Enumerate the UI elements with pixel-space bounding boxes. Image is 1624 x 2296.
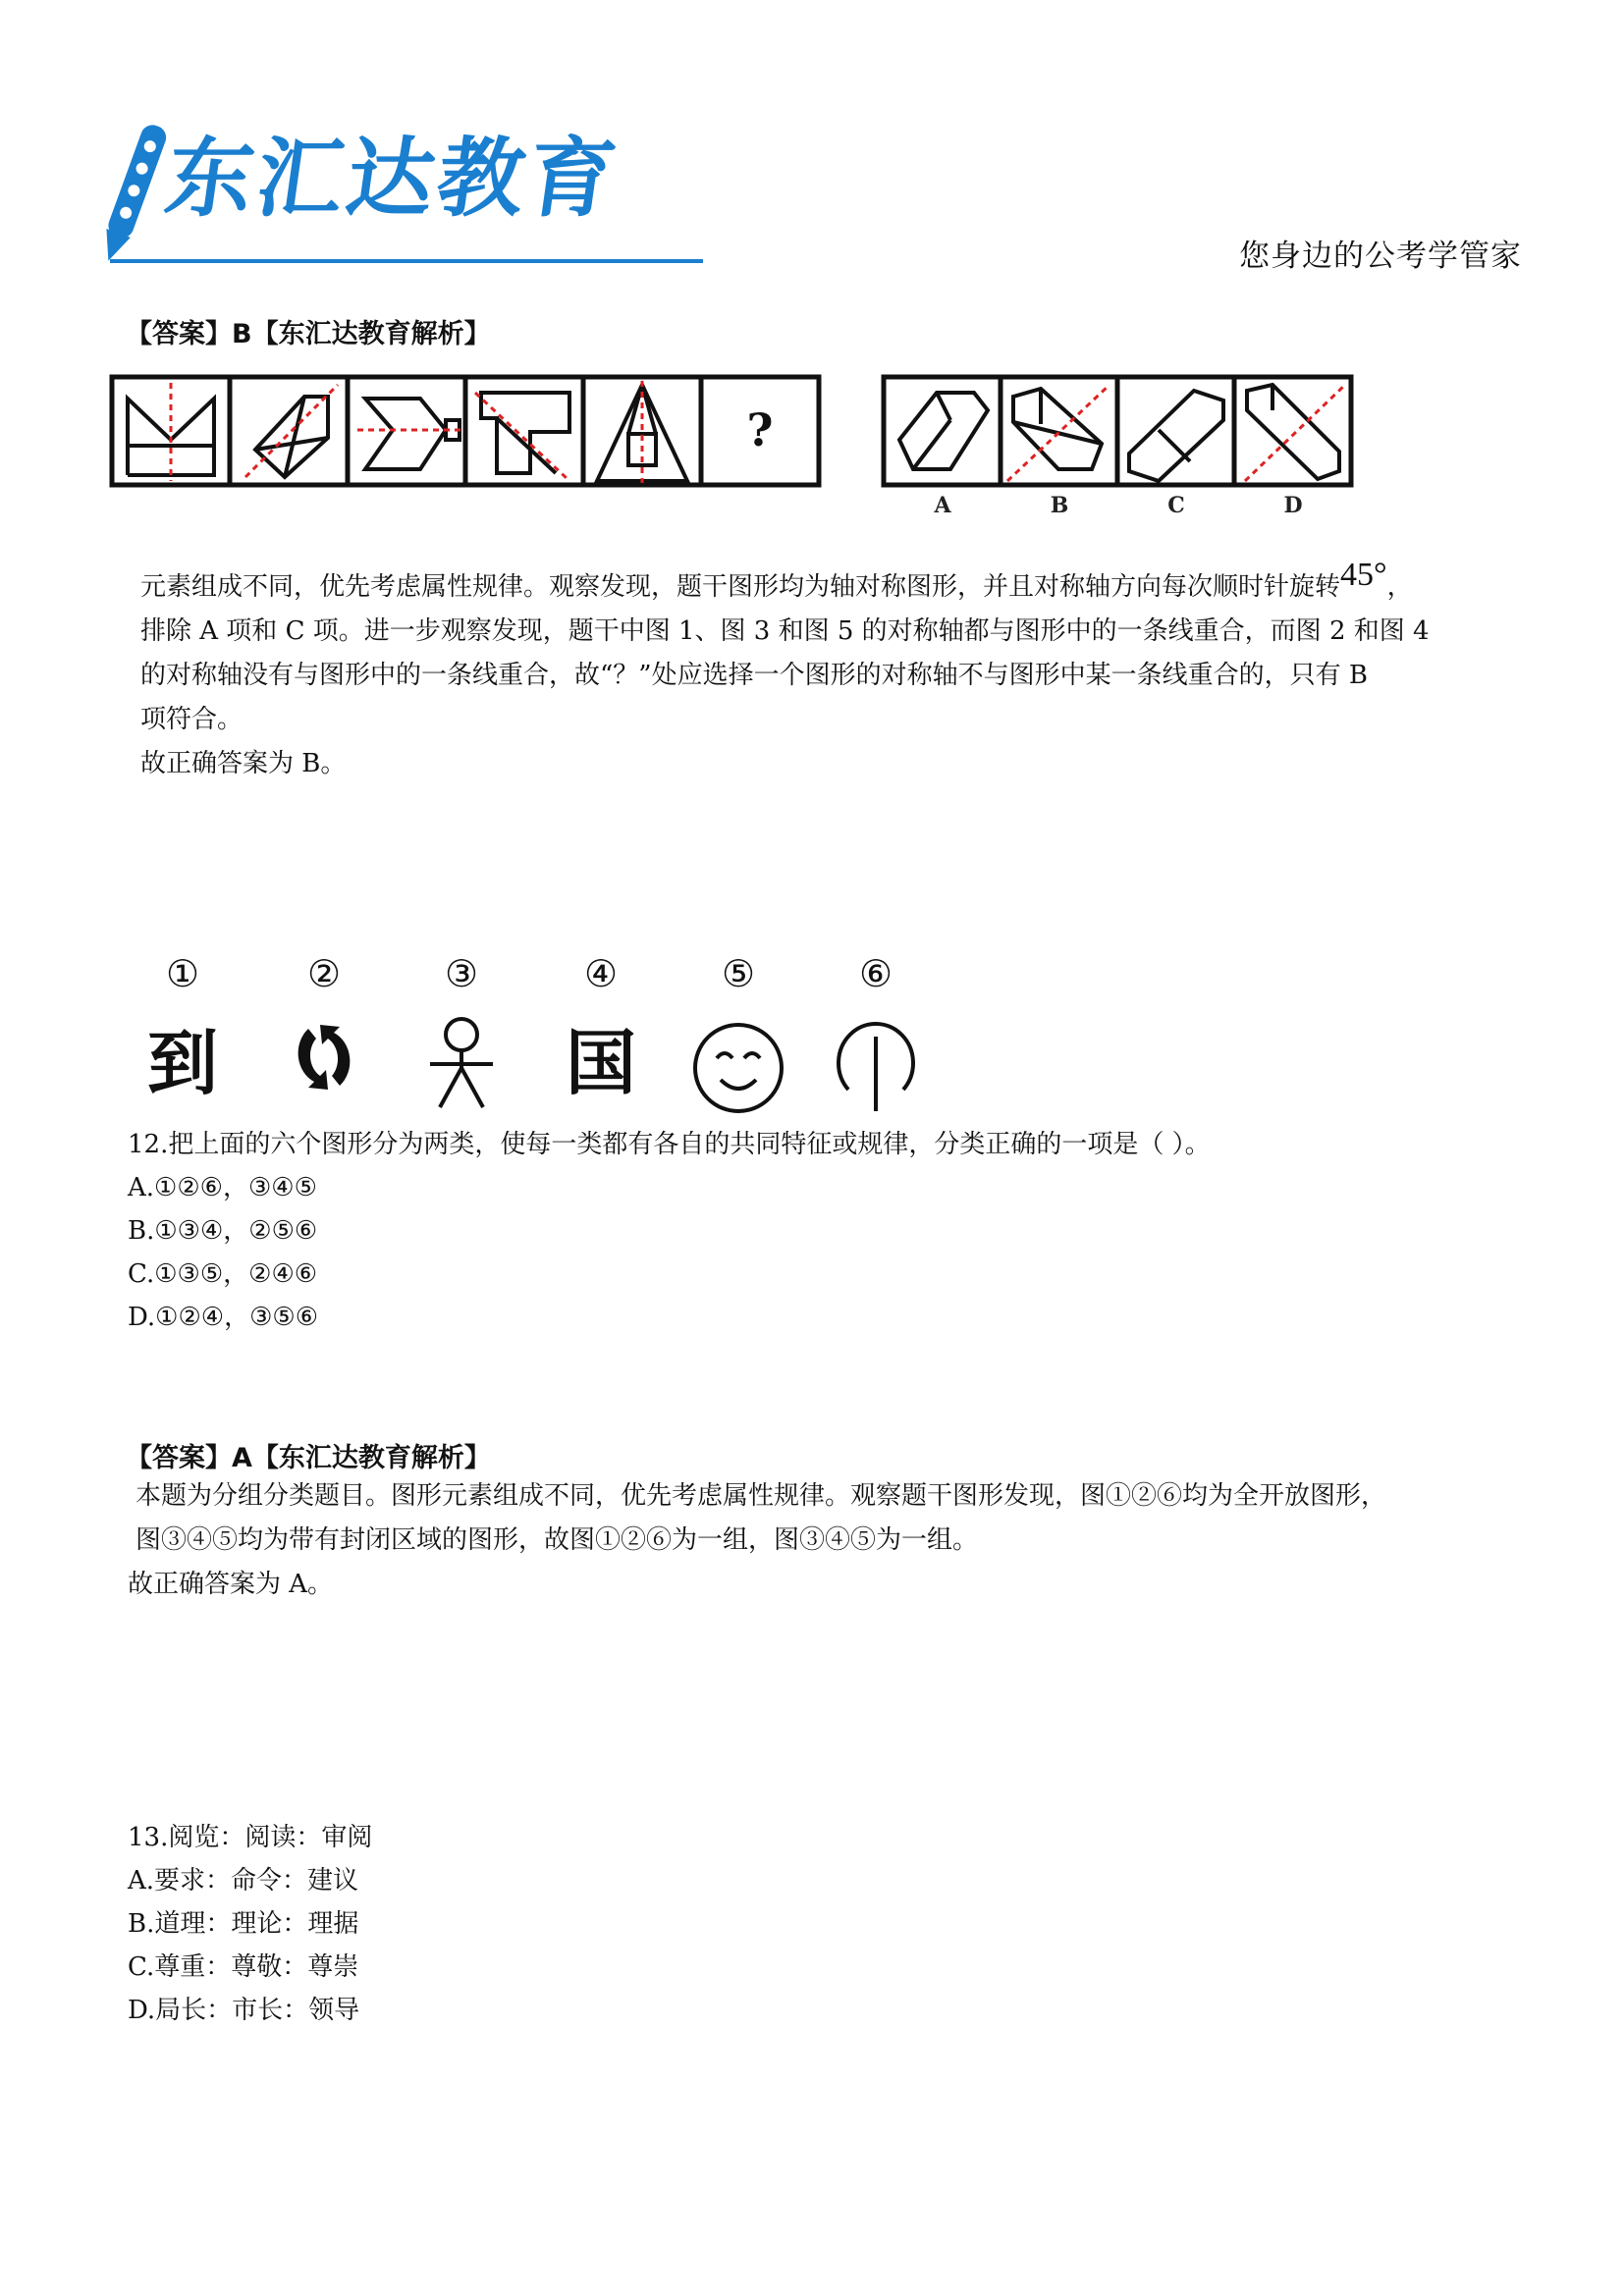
q12-explanation-line-2: 图③④⑤均为带有封闭区域的图形，故图①②⑥为一组，图③④⑤为一组。 — [135, 1525, 979, 1555]
pencil-logo-icon — [98, 116, 167, 273]
figure-5 — [597, 385, 687, 481]
brand-name: 东汇达教育 — [159, 128, 626, 229]
figure-number-3: ③ — [444, 952, 479, 995]
option-label-b: B — [1050, 493, 1069, 518]
q12-option-b: B.①③④，②⑤⑥ — [128, 1216, 318, 1246]
figure-4-char: 国 — [565, 1022, 637, 1104]
option-label-c: C — [1167, 493, 1185, 518]
slogan: 您身边的公考学管家 — [1239, 239, 1522, 274]
q12-option-c: C.①③⑤，②④⑥ — [128, 1259, 318, 1289]
circular-arrows-icon — [298, 1025, 351, 1090]
q12-explanation-line-1: 本题为分组分类题目。图形元素组成不同，优先考虑属性规律。观察题干图形发现，图①②⑥均为全开放图形， — [135, 1481, 1387, 1511]
q11-explanation-line-2: 排除 A 项和 C 项。进一步观察发现，题干中图 1、图 3 和图 5 的对称轴都与图形中的一条线重合，而图 2 和图 4 — [140, 616, 1430, 646]
question-mark: ? — [746, 403, 774, 456]
q12-stem: 12.把上面的六个图形分为两类，使每一类都有各自的共同特征或规律，分类正确的一项是（ ）。 — [128, 1130, 1211, 1159]
figure-number-4: ④ — [583, 952, 619, 995]
option-label-d: D — [1283, 493, 1303, 518]
q13-option-a: A.要求：命令：建议 — [128, 1866, 359, 1896]
figure-number-2: ② — [306, 952, 342, 995]
q11-explanation-line-4: 项符合。 — [140, 705, 244, 734]
q11-explanation: 元素组成不同，优先考虑属性规律。观察发现，题干图形均为轴对称图形，并且对称轴方向每次顺时针旋转45°， 排除 A 项和 C 项。进一步观察发现，题干中图 1、图 3 和图 5 的对称轴都与图形中的一条线重合，而图 2 和图 4 的对称轴没有与图形中的一条线重合，故“？”处应选择一个图形的对称轴不与图形中某一条线重合的，只有 B 项符合。 故正确答案为 B。 — [140, 553, 1554, 786]
angle-value: 45° — [1340, 557, 1387, 593]
q11-explanation-line-3: 的对称轴没有与图形中的一条线重合，故“？”处应选择一个图形的对称轴不与图形中某一条线重合的，只有 B — [140, 661, 1368, 690]
arc-line-icon — [839, 1024, 913, 1111]
q12-answer-heading: 【答案】A【东汇达教育解析】 — [126, 1443, 491, 1473]
figure-2 — [255, 397, 328, 477]
q12-option-a: A.①②⑥，③④⑤ — [128, 1173, 317, 1202]
option-b-figure — [1013, 389, 1102, 469]
header-underline — [110, 259, 703, 263]
figure-number-6: ⑥ — [858, 952, 893, 995]
option-a-figure — [899, 393, 988, 469]
q12-option-d: D.①②④，③⑤⑥ — [128, 1303, 319, 1332]
figure-3 — [365, 399, 460, 469]
figure-1-char: 到 — [146, 1022, 219, 1104]
option-c-figure — [1129, 391, 1223, 481]
smiley-face-icon — [695, 1025, 782, 1111]
q13-option-c: C.尊重：尊敬：尊崇 — [128, 1952, 359, 1982]
figure-number-1: ① — [165, 952, 200, 995]
q12-explanation-line-3: 故正确答案为 A。 — [128, 1570, 334, 1599]
q13-option-d: D.局长：市长：领导 — [128, 1996, 360, 2025]
brand-logo — [98, 116, 707, 273]
q11-explanation-line-1: 元素组成不同，优先考虑属性规律。观察发现，题干图形均为轴对称图形，并且对称轴方向每次顺时针旋转 — [140, 572, 1341, 602]
figure-number-5: ⑤ — [721, 952, 756, 995]
q12-figure-row — [137, 942, 962, 1119]
q13-stem: 13.阅览：阅读：审阅 — [128, 1823, 373, 1852]
figure-4 — [481, 393, 569, 473]
q11-answer-heading: 【答案】B【东汇达教育解析】 — [126, 319, 491, 349]
q11-explanation-line-5: 故正确答案为 B。 — [140, 749, 347, 778]
option-label-a: A — [934, 493, 951, 518]
q11-figure-strip — [108, 371, 1355, 518]
q12-explanation — [128, 1474, 1559, 1607]
stick-figure-icon — [430, 1019, 493, 1107]
q13-option-b: B.道理：理论：理据 — [128, 1909, 359, 1939]
